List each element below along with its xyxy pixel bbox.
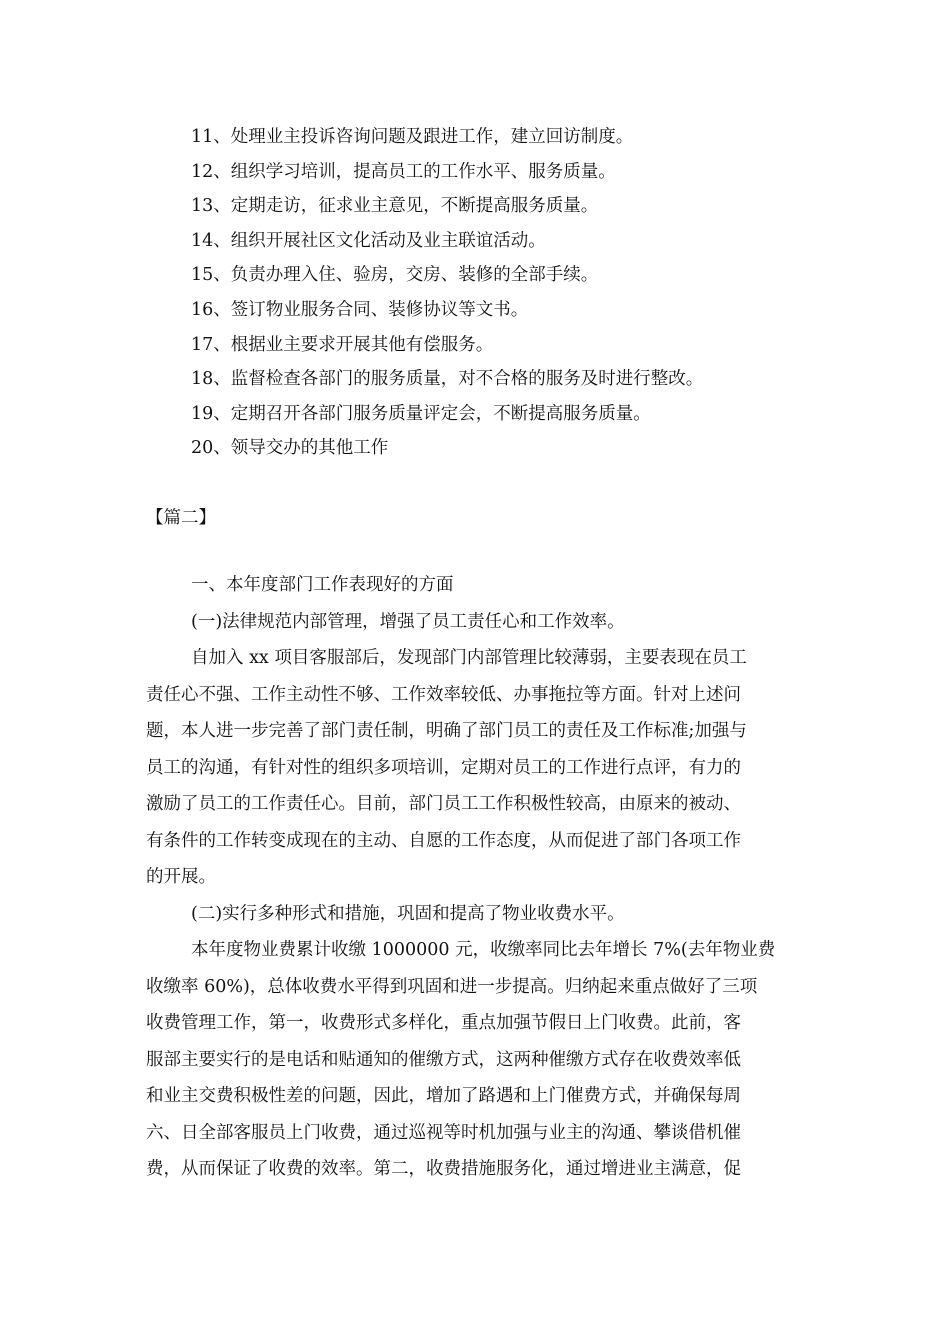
subheading-line: (一)法律规范内部管理，增强了员工责任心和工作效率。: [191, 611, 625, 632]
duty-list: [191, 124, 703, 470]
paragraph-line: 服部主要实行的是电话和贴通知的催缴方式，这两种催缴方式存在收费效率低: [146, 1049, 741, 1070]
list-item: 20、领导交办的其他工作: [191, 438, 389, 459]
subheading-line: (二)实行多种形式和措施，巩固和提高了物业收费水平。: [191, 903, 625, 924]
body-text: [146, 572, 806, 1193]
heading-line: 一、本年度部门工作表现好的方面: [191, 575, 454, 595]
list-item: 12、组织学习培训，提高员工的工作水平、服务质量。: [191, 161, 616, 182]
paragraph-line: 员工的沟通，有针对性的组织多项培训，定期对员工的工作进行点评，有力的: [146, 757, 741, 778]
paragraph-line: 和业主交费积极性差的问题，因此，增加了路遇和上门催费方式，并确保每周: [146, 1086, 741, 1106]
paragraph-line: 本年度物业费累计收缴 1000000 元，收缴率同比去年增长 7%(去年物业费: [191, 940, 776, 960]
list-item: 15、负责办理入住、验房，交房、装修的全部手续。: [191, 265, 599, 286]
paragraph-line: 题，本人进一步完善了部门责任制，明确了部门员工的责任及工作标准;加强与: [146, 721, 747, 741]
list-item: 14、组织开展社区文化活动及业主联谊活动。: [191, 230, 546, 251]
paragraph-line: 收费管理工作，第一，收费形式多样化，重点加强节假日上门收费。此前，客: [146, 1013, 741, 1033]
paragraph-line: 费，从而保证了收费的效率。第二，收费措施服务化，通过增进业主满意，促: [146, 1159, 741, 1179]
paragraph-line: 激励了员工的工作责任心。目前，部门员工工作积极性较高，由原来的被动、: [146, 794, 741, 814]
list-item: 18、监督检查各部门的服务质量，对不合格的服务及时进行整改。: [191, 369, 704, 390]
list-item: 16、签订物业服务合同、装修协议等文书。: [191, 299, 529, 320]
paragraph-line: 收缴率 60%)，总体收费水平得到巩固和进一步提高。归纳起来重点做好了三项: [146, 976, 758, 997]
section-title: 【篇二】: [146, 508, 216, 528]
paragraph-line: 六、日全部客服员上门收费，通过巡视等时机加强与业主的沟通、攀谈借机催: [146, 1122, 741, 1143]
paragraph-line: 自加入 xx 项目客服部后，发现部门内部管理比较薄弱，主要表现在员工: [191, 648, 747, 668]
list-item: 13、定期走访，征求业主意见，不断提高服务质量。: [191, 196, 599, 217]
paragraph-line: 有条件的工作转变成现在的主动、自愿的工作态度，从而促进了部门各项工作: [146, 830, 741, 851]
paragraph-line: 的开展。: [146, 867, 216, 887]
list-item: 19、定期召开各部门服务质量评定会，不断提高服务质量。: [191, 403, 651, 424]
paragraph-line: 责任心不强、工作主动性不够、工作效率较低、办事拖拉等方面。针对上述问: [146, 684, 741, 705]
list-item: 17、根据业主要求开展其他有偿服务。: [191, 334, 494, 355]
list-item: 11、处理业主投诉咨询问题及跟进工作，建立回访制度。: [191, 127, 634, 147]
